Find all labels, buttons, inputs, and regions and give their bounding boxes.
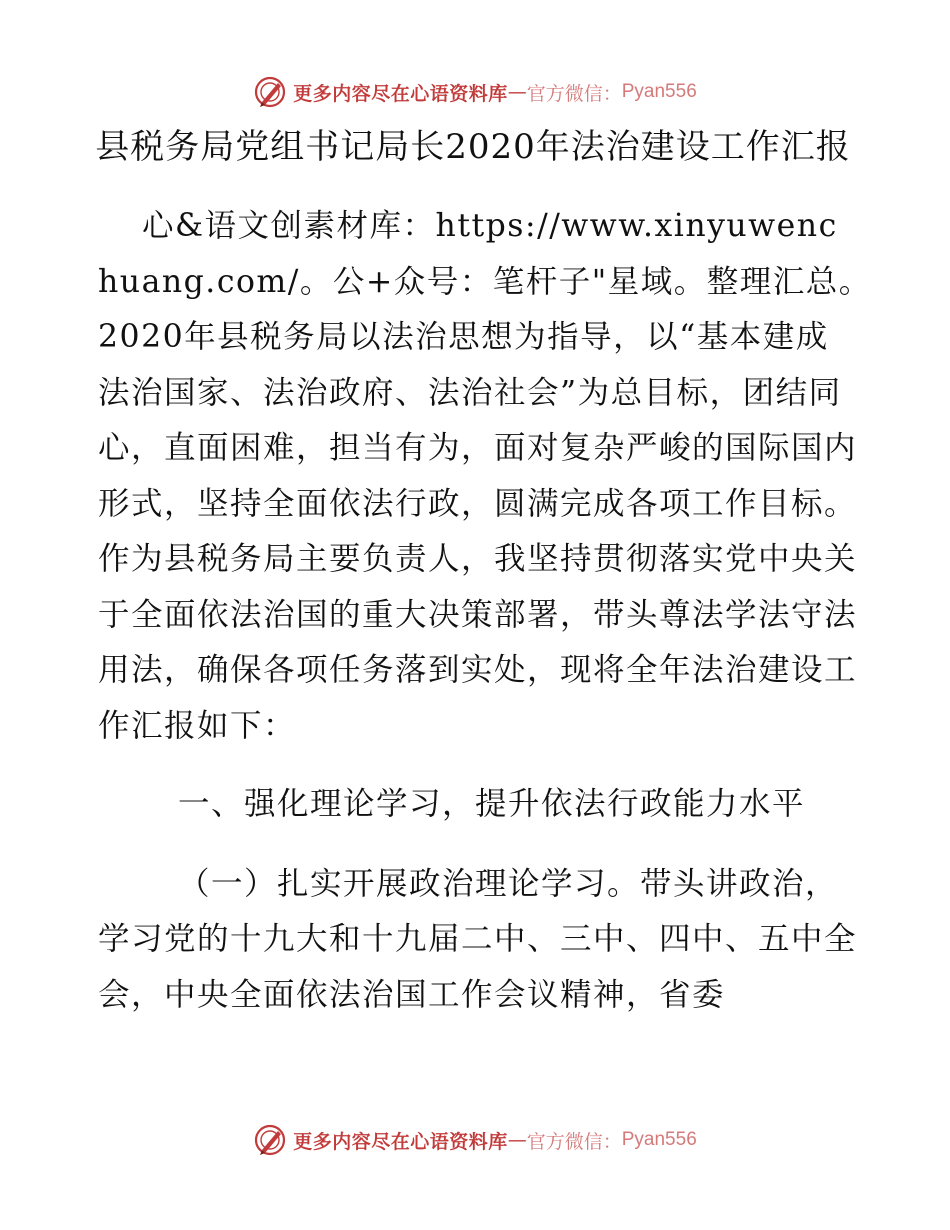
footer-watermark [0, 1120, 950, 1160]
document-body [95, 124, 890, 1023]
watermark-separator: — [507, 81, 527, 103]
watermark-slogan: 更多内容尽在心语资料库 [293, 1130, 508, 1153]
watermark-slogan: 更多内容尽在心语资料库 [293, 82, 508, 105]
watermark-wechat-label: 官方微信： [526, 82, 622, 105]
red-pen-logo-icon [253, 75, 287, 109]
watermark-separator: — [507, 1129, 527, 1151]
watermark-wechat-id: Pyan556 [621, 81, 697, 102]
document-title: 县税务局党组书记局长2020年法治建设工作汇报 [95, 127, 851, 167]
red-pen-logo-icon [253, 1123, 287, 1157]
subsection-paragraph: （一）扎实开展政治理论学习。带头讲政治，学习党的十九大和十九届二中、三中、四中、五中全会，中央全面依法治国工作会议精神，省委 [98, 865, 858, 1013]
watermark-wechat-label: 官方微信： [526, 1130, 622, 1153]
watermark-wechat-id: Pyan556 [621, 1129, 697, 1150]
intro-paragraph: 心&语文创素材库：https://www.xinyuwenchuang.com/。公+众号：笔杆子"星域。整理汇总。 2020年县税务局以法治思想为指导，以“基本建成法治国家、法治政府、法治社会”为总目标，团结同心，直面困难，担当有为，面对复杂严峻的国际国内形式，坚持全面依法行政，圆满完成各项工作目标。作为县税务局主要负责人，我坚持贯彻落实党中央关于全面依法治国的重大决策部署，带头尊法学法守法用法，确保各项任务落到实处，现将全年法治建设工作汇报如下： [98, 208, 890, 744]
section-heading: 一、强化理论学习，提升依法行政能力水平 [178, 786, 806, 822]
header-watermark [0, 72, 950, 112]
